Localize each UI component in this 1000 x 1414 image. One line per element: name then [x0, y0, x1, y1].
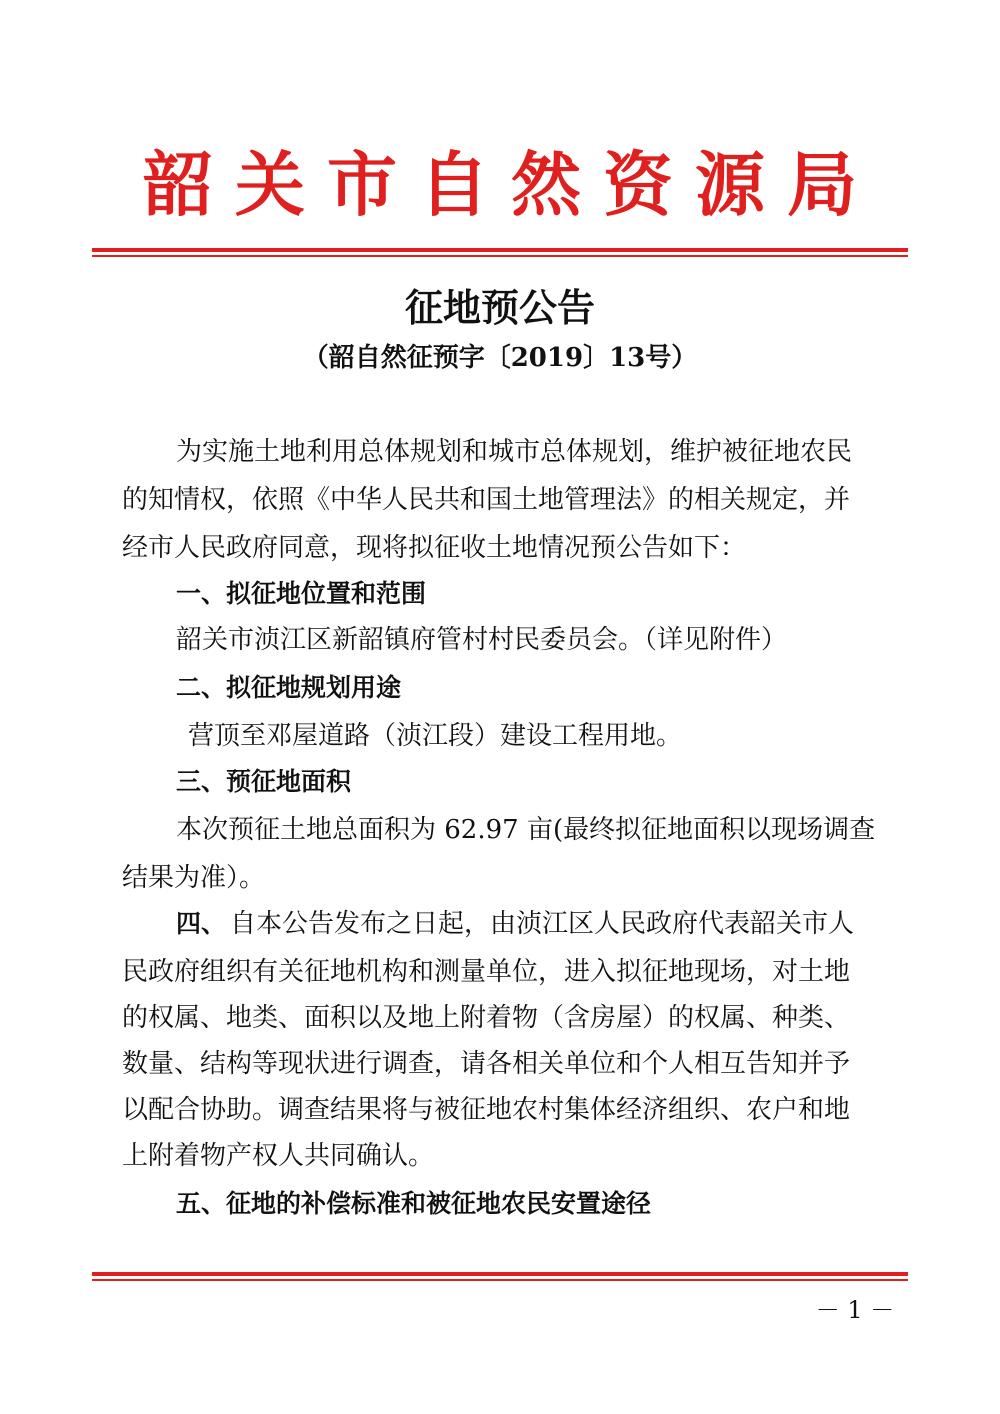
footer-rule-thin — [92, 1279, 908, 1281]
footer-rule-thick — [92, 1272, 908, 1276]
section1-text: 韶关市浈江区新韶镇府管村村民委员会。（详见附件） — [176, 625, 788, 655]
section2-text: 营顶至邓屋道路（浈江段）建设工程用地。 — [188, 721, 683, 751]
document-number: （韶自然征预字〔2019〕13号） — [302, 343, 698, 373]
section4-line: 上附着物产权人共同确认。 — [122, 1141, 435, 1171]
page-number: － 1 － — [815, 1296, 895, 1324]
section4-line: 数量、结构等现状进行调查，请各相关单位和个人相互告知并予 — [122, 1049, 851, 1079]
section2-heading: 二、拟征地规划用途 — [176, 673, 402, 702]
intro-line: 经市人民政府同意，现将拟征收土地情况预公告如下： — [122, 533, 747, 563]
agency-masthead: 韶关市自然资源局 — [143, 143, 879, 226]
document-title: 征地预公告 — [404, 285, 595, 330]
section3-line: 本次预征土地总面积为 62.97 亩(最终拟征地面积以现场调查 — [176, 815, 876, 845]
section4-line: 民政府组织有关征地机构和测量单位，进入拟征地现场，对土地 — [122, 957, 851, 987]
masthead-rule-thick — [92, 248, 908, 252]
section4-line: 自本公告发布之日起，由浈江区人民政府代表韶关市人 — [230, 909, 855, 939]
section4-line: 的权属、地类、面积以及地上附着物（含房屋）的权属、种类、 — [122, 1003, 851, 1033]
section4-line: 以配合协助。调查结果将与被征地农村集体经济组织、农户和地 — [122, 1095, 851, 1125]
section1-heading: 一、拟征地位置和范围 — [176, 579, 427, 608]
section3-heading: 三、预征地面积 — [176, 767, 352, 796]
section3-line: 结果为准）。 — [122, 863, 266, 893]
intro-line: 的知情权，依照《中华人民共和国土地管理法》的相关规定，并 — [122, 485, 851, 515]
masthead-rule-thin — [92, 255, 908, 257]
intro-line: 为实施土地利用总体规划和城市总体规划，维护被征地农民 — [176, 437, 853, 467]
section5-heading: 五、征地的补偿标准和被征地农民安置途径 — [176, 1189, 652, 1218]
section4-label: 四、 — [176, 909, 227, 938]
